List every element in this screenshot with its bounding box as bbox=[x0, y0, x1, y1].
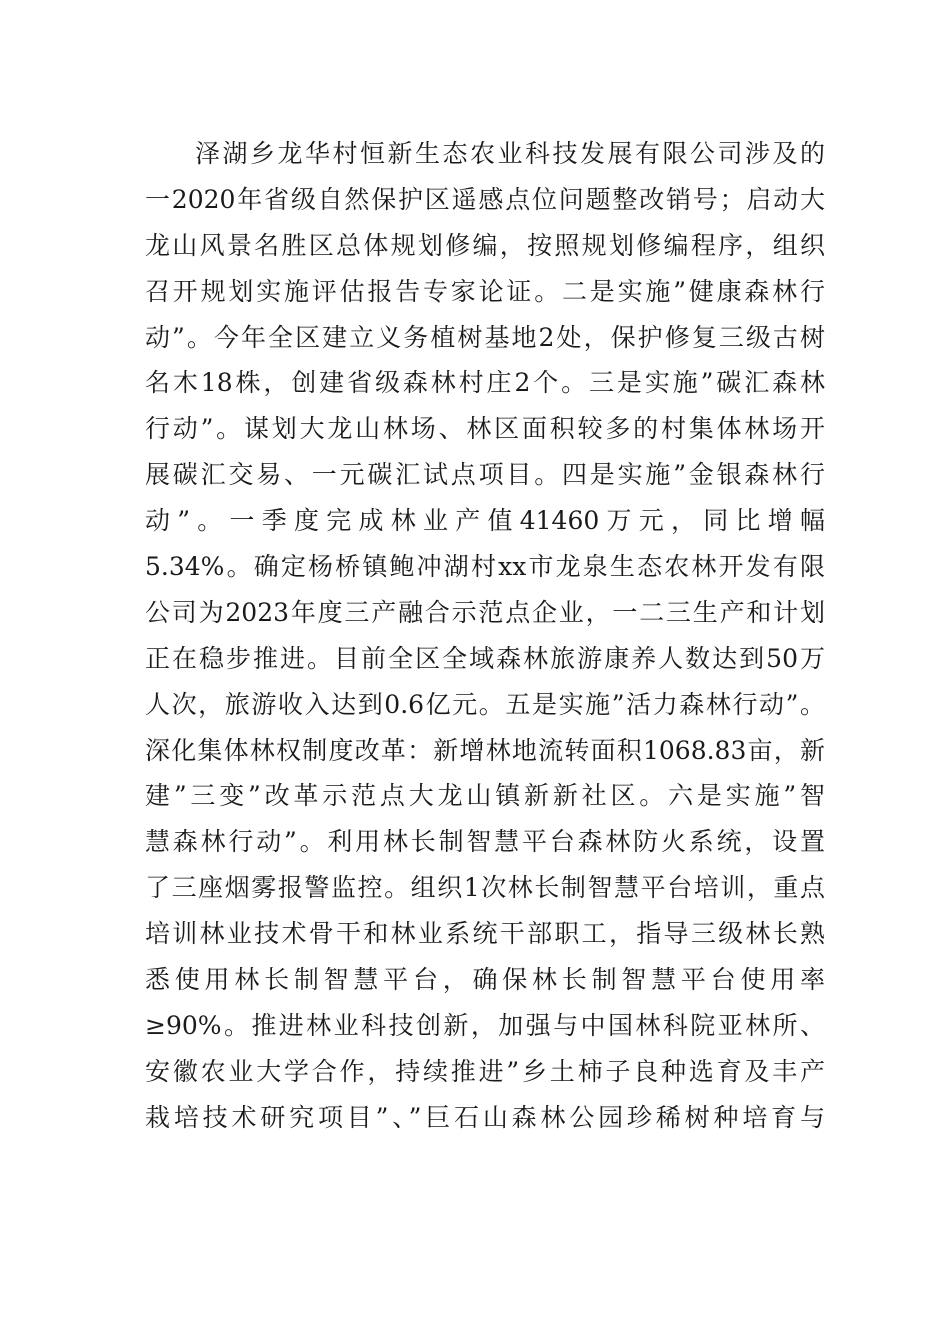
text-line: 泽湖乡龙华村恒新生态农业科技发展有限公司涉及的 bbox=[195, 139, 825, 168]
text-line: 公司为2023年度三产融合示范点企业，一二三生产和计划 bbox=[145, 597, 825, 627]
text-line: 培训林业技术骨干和林业系统干部职工，指导三级林长熟 bbox=[145, 919, 825, 949]
text-line: 安徽农业大学合作，持续推进”乡土柿子良种选育及丰产 bbox=[145, 1056, 825, 1086]
body-paragraph bbox=[145, 131, 825, 1141]
text-line: 一2020年省级自然保护区遥感点位问题整改销号；启动大 bbox=[145, 184, 825, 214]
text-line: 行动”。谋划大龙山林场、林区面积较多的村集体林场开 bbox=[145, 414, 825, 444]
text-line: 动”。一季度完成林业产值41460万元，同比增幅 bbox=[145, 506, 825, 536]
text-line: 召开规划实施评估报告专家论证。二是实施”健康森林行 bbox=[145, 276, 825, 306]
text-line: 龙山风景名胜区总体规划修编，按照规划修编程序，组织 bbox=[145, 230, 825, 260]
text-line: 了三座烟雾报警监控。组织1次林长制智慧平台培训，重点 bbox=[145, 873, 825, 903]
text-line: ≥90%。推进林业科技创新，加强与中国林科院亚林所、 bbox=[145, 1010, 825, 1040]
text-line: 栽培技术研究项目”、”巨石山森林公园珍稀树种培育与 bbox=[145, 1102, 825, 1132]
text-line: 建”三变”改革示范点大龙山镇新新社区。六是实施”智 bbox=[145, 781, 825, 811]
text-line: 名木18株，创建省级森林村庄2个。三是实施”碳汇森林 bbox=[145, 368, 825, 398]
text-line: 展碳汇交易、一元碳汇试点项目。四是实施”金银森林行 bbox=[145, 460, 825, 490]
text-line: 正在稳步推进。目前全区全域森林旅游康养人数达到50万 bbox=[145, 643, 825, 673]
text-line: 5.34%。确定杨桥镇鲍冲湖村xx市龙泉生态农林开发有限 bbox=[145, 552, 825, 582]
text-line: 悉使用林长制智慧平台，确保林长制智慧平台使用率 bbox=[145, 965, 825, 995]
text-line: 慧森林行动”。利用林长制智慧平台森林防火系统，设置 bbox=[145, 827, 825, 857]
text-line: 人次，旅游收入达到0.6亿元。五是实施”活力森林行动”。 bbox=[145, 689, 825, 719]
text-line: 动”。今年全区建立义务植树基地2处，保护修复三级古树 bbox=[145, 322, 825, 352]
text-line: 深化集体林权制度改革：新增林地流转面积1068.83亩，新 bbox=[145, 735, 825, 765]
